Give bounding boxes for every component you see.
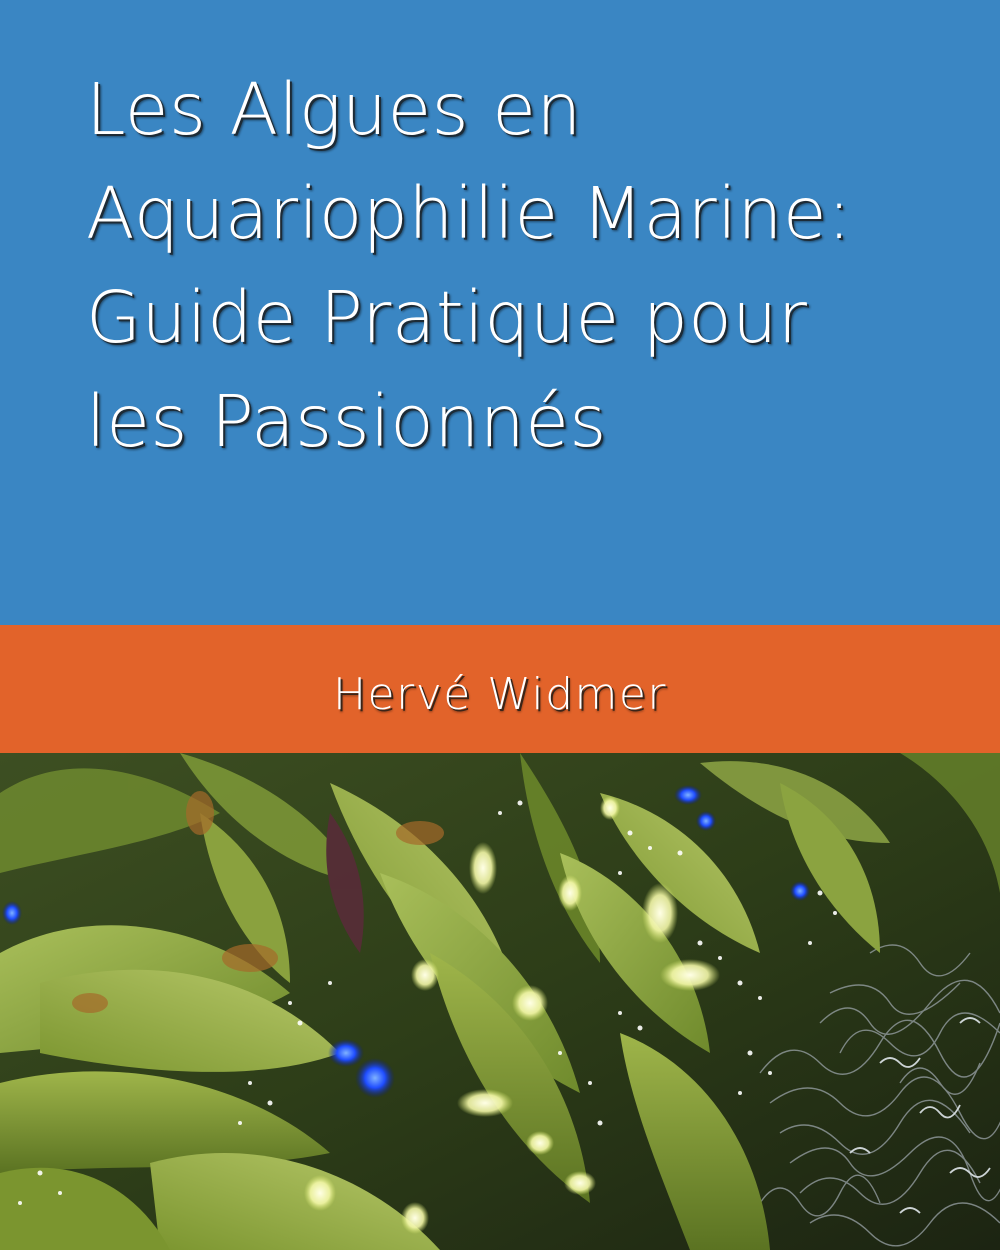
algae-photo: [0, 753, 1000, 1250]
author-band: [0, 625, 1000, 753]
title-line-2: Aquariophilie Marine:: [86, 172, 852, 255]
title-line-4: les Passionnés: [86, 380, 607, 463]
title-line-3: Guide Pratique pour: [86, 276, 808, 359]
title-line-1: Les Algues en: [86, 68, 582, 151]
algae-illustration: [0, 753, 1000, 1250]
book-title: [86, 58, 966, 474]
author-name: Hervé Widmer: [332, 669, 668, 720]
